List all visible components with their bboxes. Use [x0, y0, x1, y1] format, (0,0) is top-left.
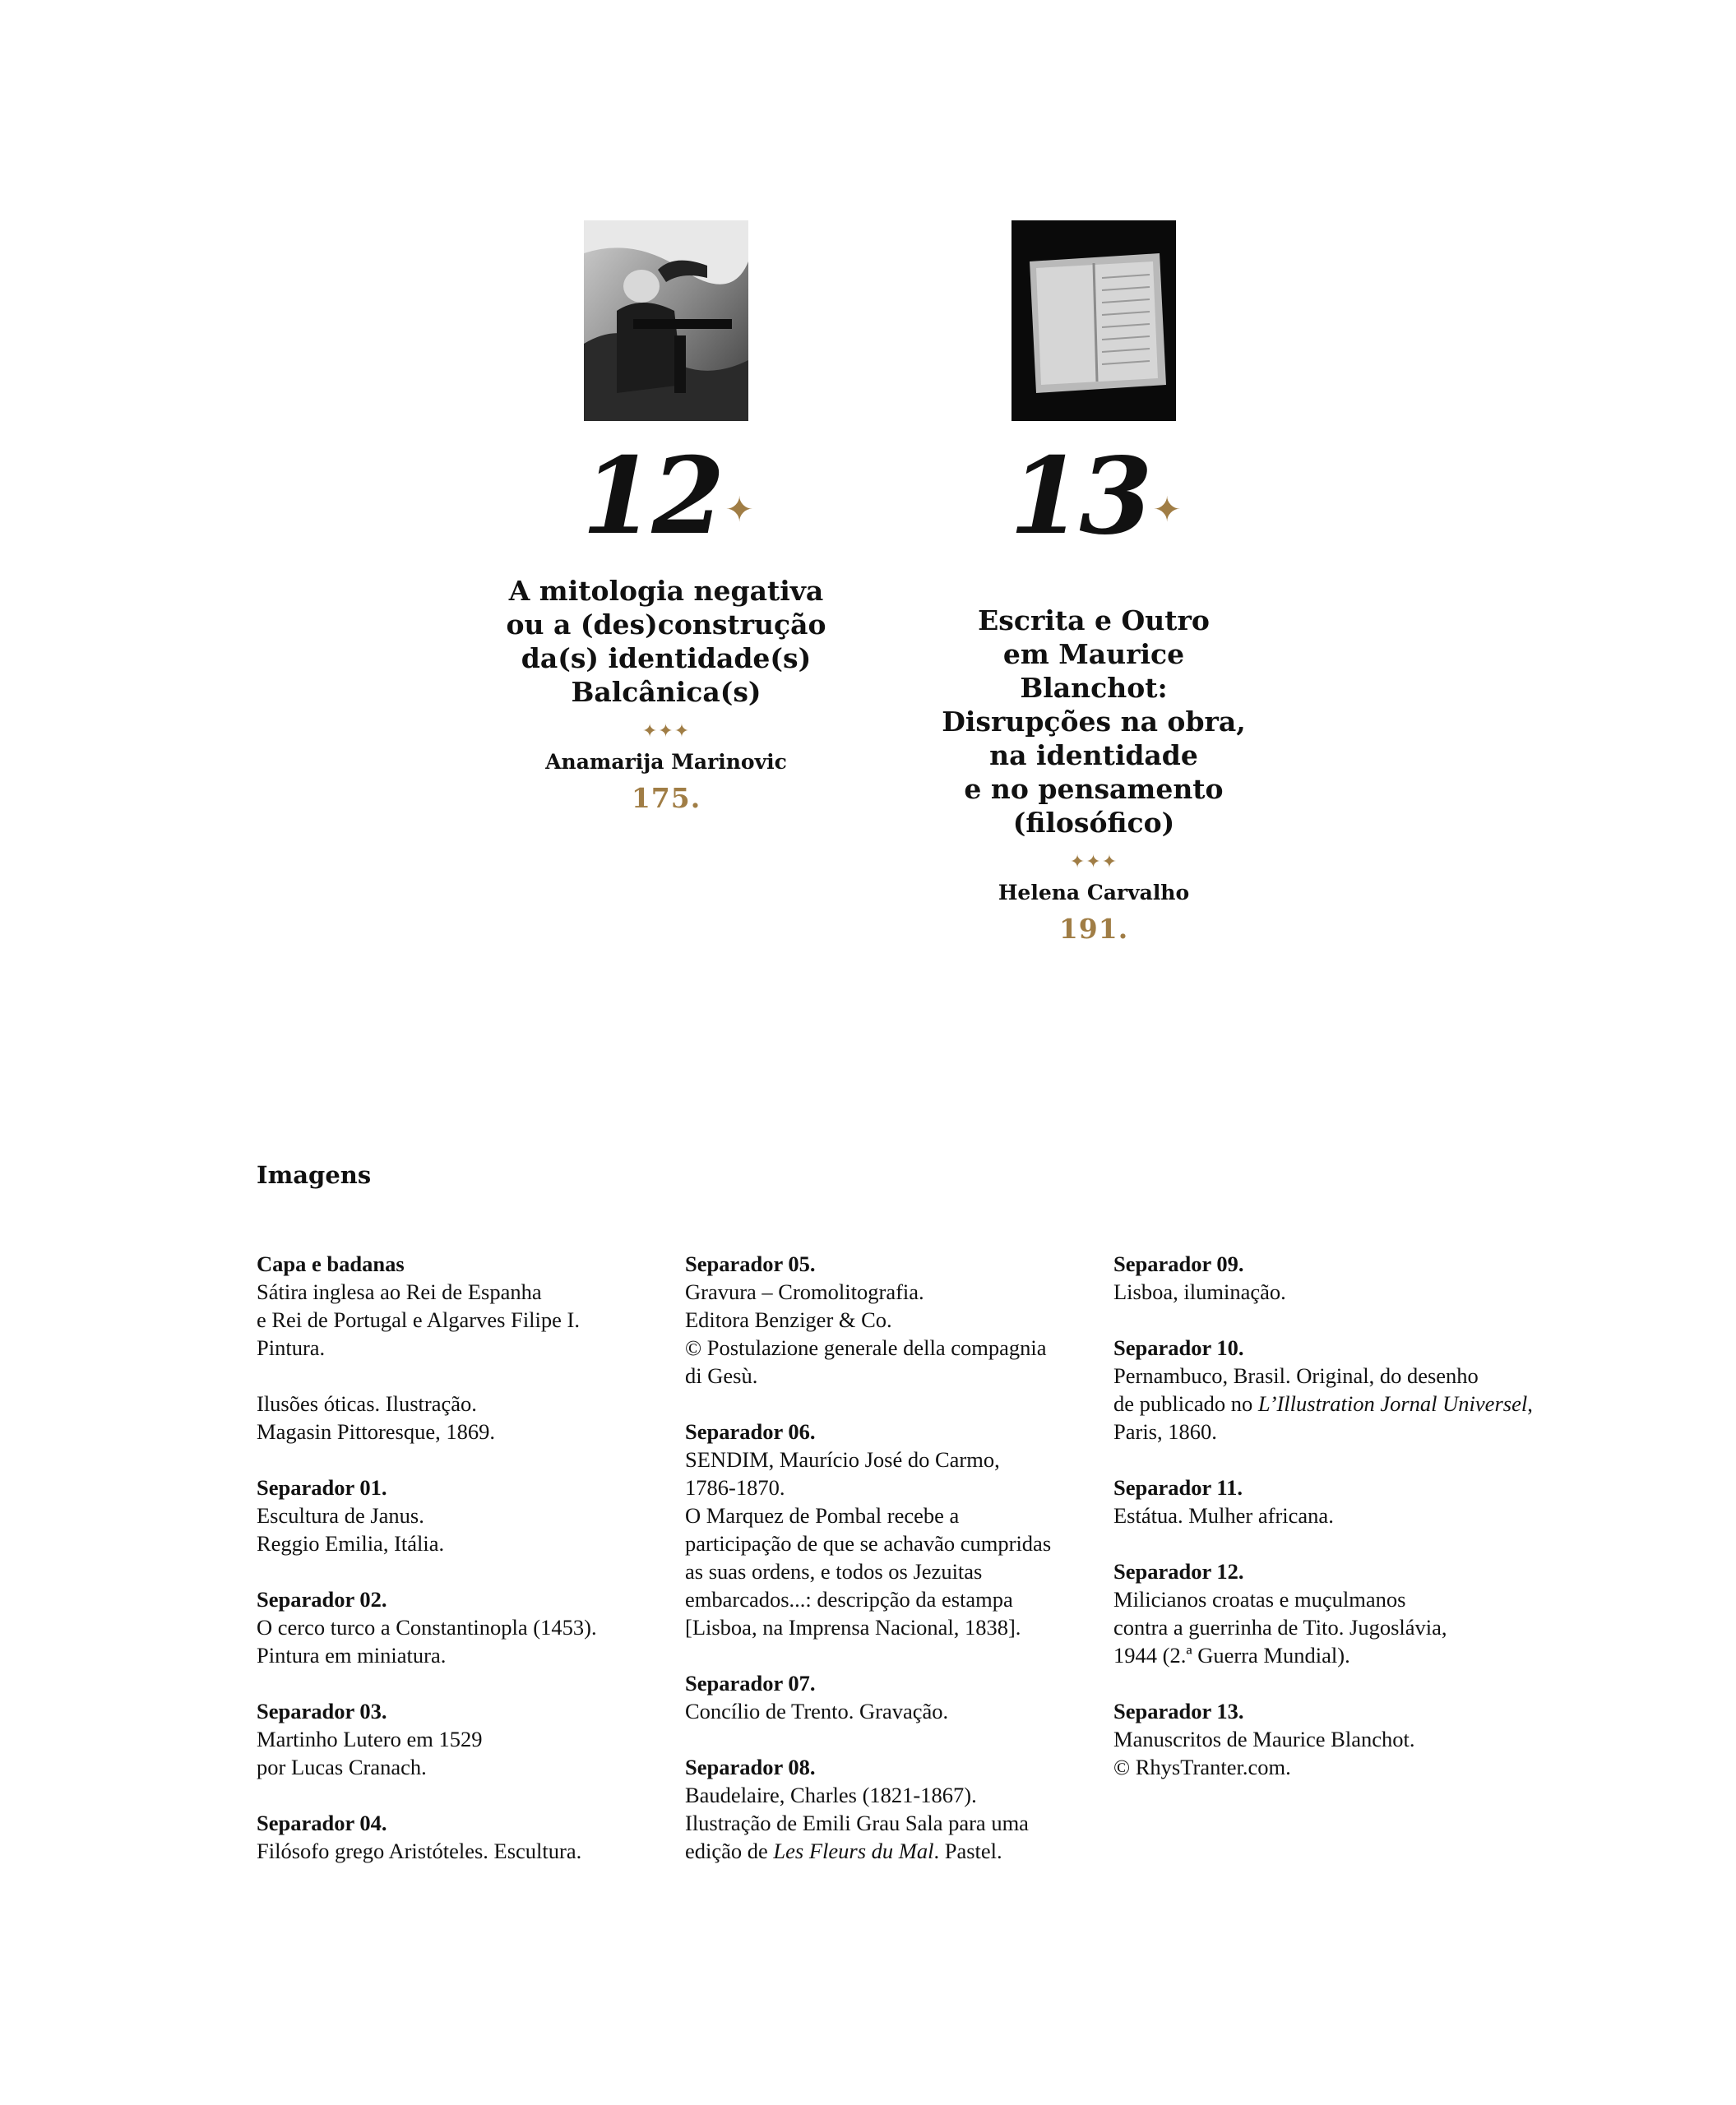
credit-entry [1113, 1697, 1574, 1781]
credit-entry [685, 1669, 1113, 1725]
star-icon: ✦ [1152, 489, 1178, 530]
credit-entry [257, 1697, 684, 1781]
credit-entry [257, 1390, 684, 1446]
chapter-number: 13 [1009, 435, 1150, 558]
credit-entry [1113, 1250, 1574, 1306]
credit-body: Filósofo grego Aristóteles. Escultura. [257, 1839, 582, 1863]
ornament-divider-icon: ✦✦✦ [1069, 851, 1118, 872]
credit-heading: Separador 04. [257, 1811, 387, 1835]
chapter-12-number [502, 436, 831, 559]
credit-text: . Pastel. [933, 1839, 1002, 1863]
credit-body: Ilusões óticas. Ilustração. Magasin Pittoresque, 1869. [257, 1391, 495, 1444]
credit-heading: Separador 09. [1113, 1251, 1244, 1276]
credit-heading: Separador 11. [1113, 1475, 1243, 1500]
images-heading: Imagens [257, 1161, 372, 1189]
credit-body: Manuscritos de Maurice Blanchot. © RhysTranter.com. [1113, 1727, 1415, 1779]
credit-heading: Separador 07. [685, 1671, 816, 1696]
chapter-13-author: Helena Carvalho [998, 881, 1190, 904]
chapter-13-number [929, 436, 1258, 559]
credit-body: Escultura de Janus. Reggio Emilia, Itália. [257, 1503, 445, 1556]
credit-heading: Separador 05. [685, 1251, 816, 1276]
credit-body: Pernambuco, Brasil. Original, do desenho [1113, 1363, 1479, 1388]
credit-entry [257, 1250, 684, 1362]
chapter-12 [502, 220, 831, 814]
chapter-13-photo [1012, 220, 1176, 421]
credit-entry [257, 1585, 684, 1669]
credit-entry [685, 1418, 1113, 1641]
credit-heading: Separador 13. [1113, 1699, 1244, 1723]
chapter-number: 12 [581, 435, 722, 558]
credit-heading: Separador 12. [1113, 1559, 1244, 1584]
credit-heading: Separador 01. [257, 1475, 387, 1500]
credit-heading: Separador 03. [257, 1699, 387, 1723]
ornament-divider-icon: ✦✦✦ [641, 720, 691, 741]
credit-body-continued [1113, 1390, 1574, 1446]
star-icon: ✦ [724, 489, 751, 530]
credits-column-1 [257, 1250, 684, 1893]
credit-title-italic: Les Fleurs du Mal [773, 1839, 934, 1863]
credit-body: Sátira inglesa ao Rei de Espanha e Rei de Portugal e Algarves Filipe I. Pintura. [257, 1279, 580, 1360]
credit-entry [257, 1809, 684, 1865]
credit-heading: Separador 10. [1113, 1335, 1244, 1360]
credits-column-2 [685, 1250, 1113, 1893]
credit-entry [1113, 1557, 1574, 1669]
credit-body: Lisboa, iluminação. [1113, 1279, 1286, 1304]
credit-entry [1113, 1474, 1574, 1529]
credit-body: Milicianos croatas e muçulmanos contra a guerrinha de Tito. Jugoslávia, 1944 (2.ª Guerra Mundial). [1113, 1587, 1447, 1668]
credit-text: de publicado no [1113, 1391, 1258, 1416]
credit-body: Estátua. Mulher africana. [1113, 1503, 1334, 1528]
credit-text: , Paris, 1860. [1113, 1391, 1533, 1444]
credit-body: Martinho Lutero em 1529 por Lucas Cranach. [257, 1727, 483, 1779]
credit-entry [1113, 1334, 1574, 1446]
credit-body: O cerco turco a Constantinopla (1453). Pintura em miniatura. [257, 1615, 597, 1668]
credit-entry [257, 1474, 684, 1557]
credit-heading: Separador 06. [685, 1419, 816, 1444]
chapter-13-title: Escrita e Outro em Maurice Blanchot: Disrupções na obra, na identidade e no pensamento (filosófico) [942, 604, 1246, 839]
credits-column-3 [1113, 1250, 1574, 1809]
credit-text: edição de [685, 1839, 774, 1863]
credit-title-italic: L’Illustration Jornal Universel [1257, 1391, 1528, 1416]
credit-body-continued [685, 1837, 1113, 1865]
chapter-13 [929, 220, 1258, 945]
credit-body: Gravura – Cromolitografia. Editora Benziger & Co. © Postulazione generale della compagnia di Gesù. [685, 1279, 1047, 1388]
chapter-12-photo [584, 220, 748, 421]
chapter-12-title: A mitologia negativa ou a (des)construção da(s) identidade(s) Balcânica(s) [506, 575, 826, 708]
credit-body: Baudelaire, Charles (1821-1867). Ilustração de Emili Grau Sala para uma [685, 1783, 1029, 1835]
chapter-12-page[interactable]: 175. [631, 782, 701, 814]
credit-entry [685, 1250, 1113, 1390]
credit-heading: Separador 08. [685, 1755, 816, 1779]
credit-body: SENDIM, Maurício José do Carmo, 1786-1870. O Marquez de Pombal recebe a participação de que se achavão cumpridas as suas ordens, e todos os Jezuitas embarcados...: descripção da estampa [Lisboa, na Imprensa Nacional, 1838]. [685, 1447, 1052, 1640]
credit-entry [685, 1753, 1113, 1865]
credit-body: Concílio de Trento. Gravação. [685, 1699, 949, 1723]
credit-heading: Capa e badanas [257, 1251, 405, 1276]
credit-heading: Separador 02. [257, 1587, 387, 1612]
chapter-13-page[interactable]: 191. [1058, 913, 1129, 945]
chapter-12-author: Anamarija Marinovic [545, 750, 787, 774]
